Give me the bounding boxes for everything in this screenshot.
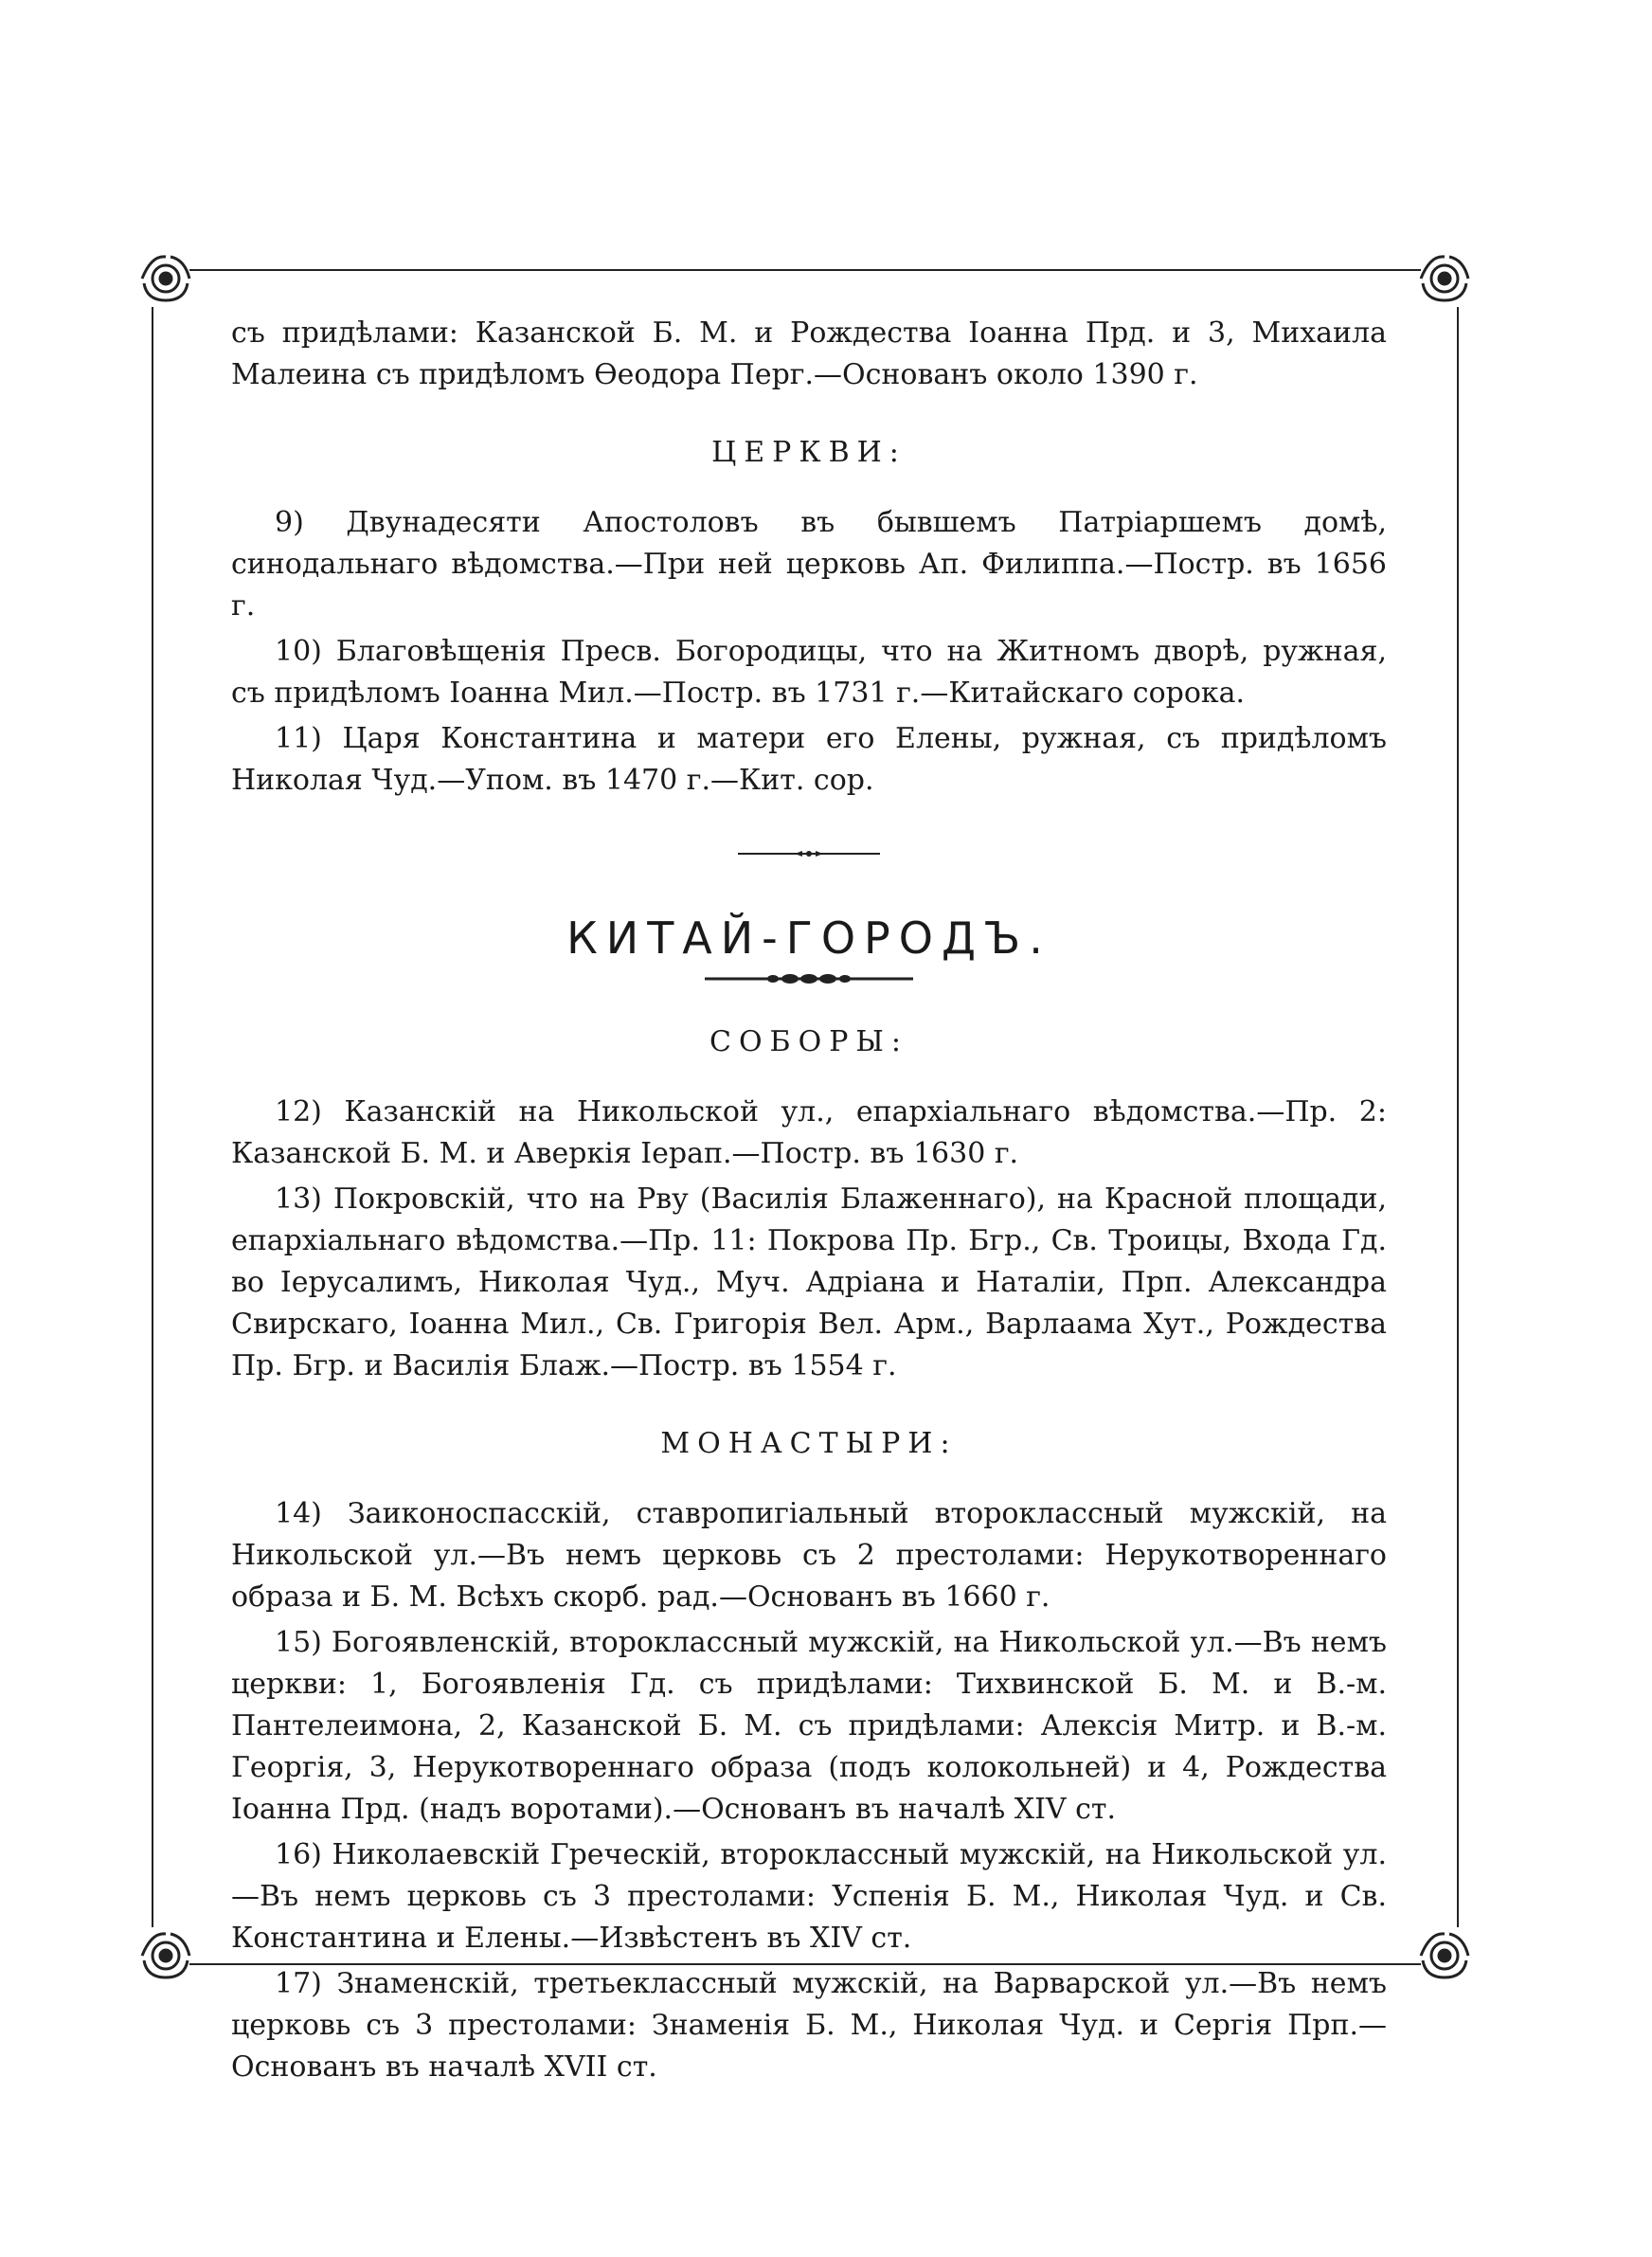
border-top [189, 269, 1421, 271]
section-divider [231, 849, 1387, 858]
corner-ornament-bottom-left [133, 1923, 199, 1989]
border-right [1457, 307, 1459, 1927]
monastery-entry-16: 16) Николаевскій Греческій, второклассный мужскій, на Никольской ул.—Въ немъ церковь съ 3 престолами: Успенія Б. М., Николая Чуд. и Св. Константина и Елены.—Извѣстенъ въ XIV ст. [231, 1838, 1387, 1955]
monastery-entry-15: 15) Богоявленскій, второклассный мужскій, на Никольской ул.—Въ немъ церкви: 1, Богоявленія Гд. съ придѣлами: Тихвинской Б. М. и В.-м. Пантелеимона, 2, Казанской Б. М. съ придѣлами: Алексія Митр. и В.-м. Георгія, 3, Нерукотвореннаго образа (подъ колокольней) и 4, Рождества Іоанна Прд. (надъ воротами).—Основанъ въ началѣ XIV ст. [231, 1626, 1387, 1826]
corner-ornament-top-left [133, 245, 199, 312]
monasteries-heading: МОНАСТЫРИ: [660, 1427, 958, 1460]
corner-ornament-top-right [1411, 245, 1478, 312]
church-entry-10: 10) Благовѣщенія Пресв. Богородицы, что на Житномъ дворѣ, ружная, съ придѣломъ Іоанна Мил.—Постр. въ 1731 г.—Китайскаго сорока. [231, 635, 1387, 710]
cathedral-entry-13: 13) Покровскій, что на Рву (Василія Блаженнаго), на Красной площади, епархіальнаго вѣдомства.—Пр. 11: Покрова Пр. Бгр., Св. Троицы, Входа Гд. во Іерусалимъ, Николая Чуд., Муч. Адріана и Наталіи, Прп. Александра Свирскаго, Іоанна Мил., Св. Григорія Вел. Арм., Варлаама Хут., Рождества Пр. Бгр. и Василія Блаж.—Постр. въ 1554 г. [231, 1183, 1387, 1382]
border-left [152, 307, 153, 1927]
continuation-text: съ придѣлами: Казанской Б. М. и Рождества Іоанна Прд. и 3, Михаила Малеина съ придѣломъ Ѳеодора Перг.—Основанъ около 1390 г. [231, 316, 1387, 391]
cathedral-entry-12: 12) Казанскій на Никольской ул., епархіальнаго вѣдомства.—Пр. 2: Казанской Б. М. и Аверкія Іерап.—Постр. въ 1630 г. [231, 1095, 1387, 1170]
monastery-entry-17: 17) Знаменскій, третьеклассный мужскій, на Варварской ул.—Въ немъ церковь съ 3 престолами: Знаменія Б. М., Николая Чуд. и Сергія Прп.—Основанъ въ началѣ XVII ст. [231, 1967, 1387, 2084]
corner-ornament-bottom-right [1411, 1923, 1478, 1989]
title-ornament [231, 972, 1387, 985]
church-entry-11: 11) Царя Константина и матери его Елены, ружная, съ придѣломъ Николая Чуд.—Упом. въ 1470 г.—Кит. сор. [231, 722, 1387, 797]
monastery-entry-14: 14) Заиконоспасскій, ставропигіальный второклассный мужскій, на Никольской ул.—Въ немъ церковь съ 2 престолами: Нерукотвореннаго образа и Б. М. Всѣхъ скорб. рад.—Основанъ въ 1660 г. [231, 1497, 1387, 1614]
church-entry-9: 9) Двунадесяти Апостоловъ въ бывшемъ Патріаршемъ домѣ, синодальнаго вѣдомства.—При ней церковь Ап. Филиппа.—Постр. въ 1656 г. [231, 506, 1387, 623]
page-content [231, 313, 1387, 2088]
cathedrals-heading: СОБОРЫ: [709, 1025, 908, 1058]
main-title: КИТАЙ-ГОРОДЪ. [566, 912, 1051, 964]
churches-heading: ЦЕРКВИ: [711, 436, 907, 469]
